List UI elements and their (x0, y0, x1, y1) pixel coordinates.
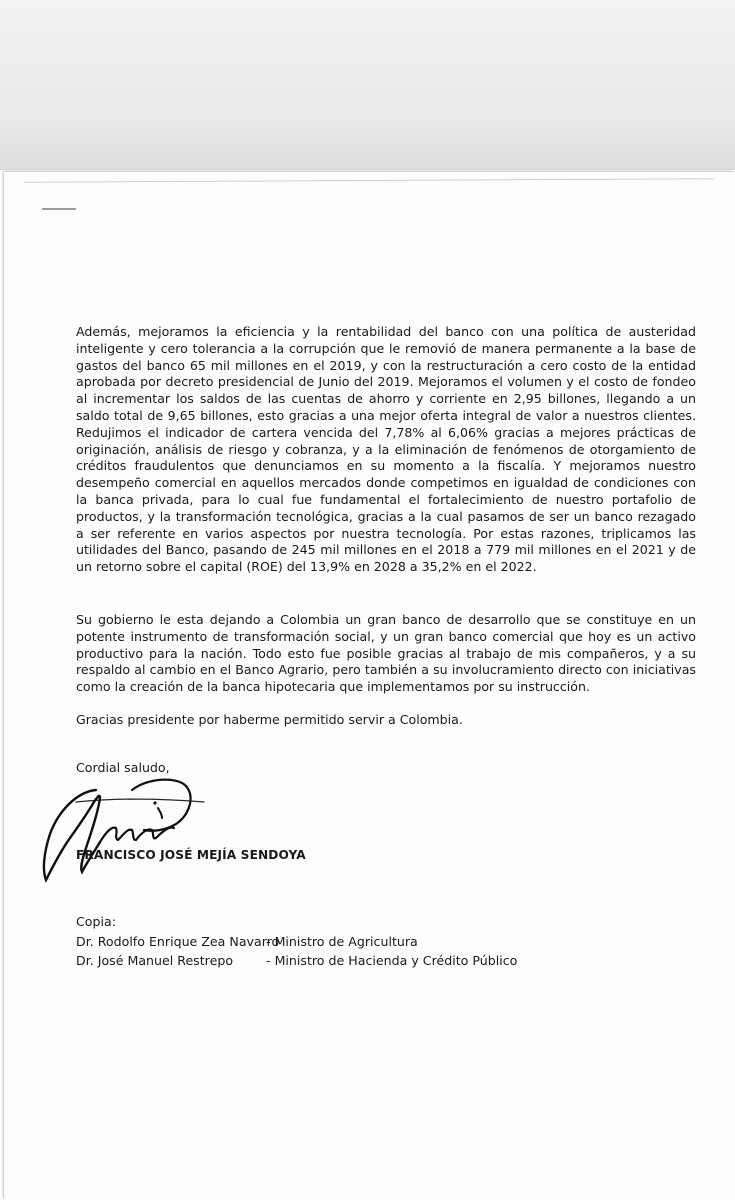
closing-greeting: Cordial saludo, (76, 760, 170, 775)
cc-recipient-name: Dr. Rodolfo Enrique Zea Navarro (76, 934, 280, 949)
cc-recipient-name: Dr. José Manuel Restrepo (76, 953, 234, 968)
letter-paragraph-2: Su gobierno le esta dejando a Colombia un gran banco de desarrollo que se constituye en un potente instrumento de transformación social, y un gran banco comercial que hoy es un activo productivo para la nación. Todo esto fue posible gracias al trabajo de mis compañeros, y a su respaldo al cambio en el Banco Agrario, pero también a su involucramiento directo con iniciativas como la creación de la banca hipotecaria que implementamos por su instrucción. (76, 612, 696, 695)
letter-paragraph-3: Gracias presidente por haberme permitido servir a Colombia. (76, 712, 463, 727)
letter-page (4, 172, 735, 1200)
signer-name: FRANCISCO JOSÉ MEJÍA SENDOYA (76, 848, 306, 862)
cc-recipient-role: - Ministro de Hacienda y Crédito Público (266, 953, 518, 968)
copy-label: Copia: (76, 914, 116, 929)
cc-recipient (76, 934, 418, 949)
page-edge-mark (42, 208, 76, 210)
cc-recipient-role: - Ministro de Agricultura (266, 934, 418, 949)
page-edge-line (24, 178, 714, 183)
background-surface (0, 0, 735, 170)
letter-paragraph-1: Además, mejoramos la eficiencia y la rentabilidad del banco con una política de austeridad inteligente y cero tolerancia a la corrupción que le removió de manera permanente a la base de gastos del banco 65 mil millones en el 2019, y con la restructuración a cero costo de la entidad aprobada por decreto presidencial de Junio del 2019. Mejoramos el volumen y el costo de fondeo al incrementar los saldos de las cuentas de ahorro y corriente en 2,95 billones, llegando a un saldo total de 9,65 billones, esto gracias a una mejor oferta integral de valor a nuestros clientes. Redujimos el indicador de cartera vencida del 7,78% al 6,06% gracias a mejores prácticas de originación, análisis de riesgo y cobranza, y a la eliminación de fenómenos de otorgamiento de créditos fraudulentos que denunciamos en su momento a la fiscalía. Y mejoramos nuestro desempeño comercial en aquellos mercados donde competimos en igualdad de condiciones con la banca privada, para lo cual fue fundamental el fortalecimiento de nuestro portafolio de productos, y la transformación tecnológica, gracias a la cual pasamos de ser un banco rezagado a ser referente en varios aspectos por nuestra tecnología. Por estas razones, triplicamos las utilidades del Banco, pasando de 245 mil millones en el 2018 a 779 mil millones en el 2021 y de un retorno sobre el capital (ROE) del 13,9% en 2028 a 35,2% en el 2022. (76, 324, 696, 575)
handwritten-signature (36, 772, 211, 887)
cc-recipient (76, 953, 517, 968)
